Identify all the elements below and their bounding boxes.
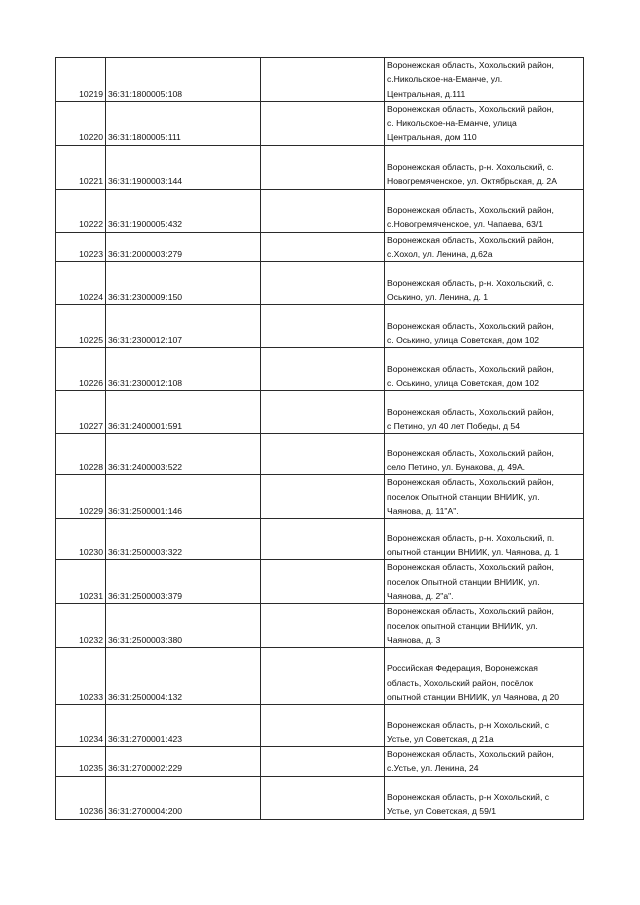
table-row (56, 189, 584, 232)
row-number-cell: 10227 (56, 391, 106, 434)
cadastral-number-cell: 36:31:2500004:132 (106, 648, 261, 705)
address-cell (385, 604, 584, 648)
cadastral-number-cell: 36:31:1900005:432 (106, 189, 261, 232)
cadastral-number-cell: 36:31:2300012:108 (106, 348, 261, 391)
table-row (56, 262, 584, 305)
cadastral-number-cell: 36:31:2000003:279 (106, 232, 261, 262)
cadastral-number-cell: 36:31:2700004:200 (106, 776, 261, 819)
address-line: Воронежская область, Хохольский район, (387, 234, 554, 245)
table-row (56, 705, 584, 747)
row-number-cell: 10222 (56, 189, 106, 232)
address-line: опытной станции ВНИИК, ул Чаянова, д 20 (387, 691, 560, 702)
table-row (56, 391, 584, 434)
empty-cell (261, 776, 385, 819)
cadastral-number-cell: 36:31:2700001:423 (106, 705, 261, 747)
empty-cell (261, 145, 385, 189)
empty-cell (261, 391, 385, 434)
address-line: Центральная, дом 110 (387, 132, 477, 143)
table-row (56, 101, 584, 145)
table-row (56, 475, 584, 519)
address-line: область, Хохольский район, посёлок (387, 677, 534, 688)
address-cell (385, 58, 584, 102)
table-row (56, 747, 584, 777)
row-number-cell: 10220 (56, 101, 106, 145)
row-number-cell: 10224 (56, 262, 106, 305)
address-cell (385, 776, 584, 819)
address-cell (385, 391, 584, 434)
address-line: с.Хохол, ул. Ленина, д.62а (387, 249, 493, 260)
address-line: Чаянова, д. 11"А". (387, 506, 459, 517)
address-cell (385, 348, 584, 391)
empty-cell (261, 519, 385, 560)
table-row (56, 776, 584, 819)
row-number-cell: 10223 (56, 232, 106, 262)
empty-cell (261, 648, 385, 705)
empty-cell (261, 232, 385, 262)
row-number-cell: 10235 (56, 747, 106, 777)
empty-cell (261, 189, 385, 232)
address-line: Центральная, д.111 (387, 88, 466, 99)
address-line: Чаянова, д. 3 (387, 634, 441, 645)
address-cell (385, 145, 584, 189)
address-cell (385, 560, 584, 604)
cadastral-number-cell: 36:31:2500001:146 (106, 475, 261, 519)
address-line: Воронежская область, р-н Хохольский, с (387, 719, 550, 730)
address-line: с. Оськино, улица Советская, дом 102 (387, 335, 540, 346)
empty-cell (261, 475, 385, 519)
address-line: Воронежская область, Хохольский район, (387, 447, 554, 458)
address-cell (385, 475, 584, 519)
empty-cell (261, 705, 385, 747)
row-number-cell: 10232 (56, 604, 106, 648)
address-line: Воронежская область, р-н. Хохольский, с. (387, 277, 554, 288)
address-cell (385, 434, 584, 475)
empty-cell (261, 101, 385, 145)
address-line: с.Устье, ул. Ленина, 24 (387, 763, 479, 774)
address-line: с. Оськино, улица Советская, дом 102 (387, 378, 540, 389)
address-line: поселок Опытной станции ВНИИК, ул. (387, 491, 540, 502)
address-cell (385, 705, 584, 747)
empty-cell (261, 348, 385, 391)
address-line: опытной станции ВНИИК, ул. Чаянова, д. 1 (387, 547, 560, 558)
empty-cell (261, 604, 385, 648)
cadastral-number-cell: 36:31:2500003:380 (106, 604, 261, 648)
address-line: Чаянова, д. 2"а". (387, 590, 454, 601)
address-line: Воронежская область, Хохольский район, (387, 363, 554, 374)
row-number-cell: 10234 (56, 705, 106, 747)
cadastral-number-cell: 36:31:1800005:111 (106, 101, 261, 145)
row-number-cell: 10219 (56, 58, 106, 102)
row-number-cell: 10221 (56, 145, 106, 189)
table-row (56, 58, 584, 102)
cadastral-number-cell: 36:31:2400003:522 (106, 434, 261, 475)
cadastral-number-cell: 36:31:2500003:322 (106, 519, 261, 560)
empty-cell (261, 262, 385, 305)
row-number-cell: 10226 (56, 348, 106, 391)
table-row (56, 145, 584, 189)
address-line: Воронежская область, Хохольский район, (387, 320, 554, 331)
cadastral-number-cell: 36:31:2500003:379 (106, 560, 261, 604)
address-line: Воронежская область, Хохольский район, (387, 205, 554, 216)
row-number-cell: 10236 (56, 776, 106, 819)
address-line: с.Никольское-на-Еманче, ул. (387, 74, 503, 85)
cadastral-number-cell: 36:31:2300012:107 (106, 305, 261, 348)
address-line: Устье, ул Советская, д 21а (387, 733, 494, 744)
address-line: с.Новогремяченское, ул. Чапаева, 63/1 (387, 219, 544, 230)
cadastral-number-cell: 36:31:2300009:150 (106, 262, 261, 305)
cadastral-number-cell: 36:31:2400001:591 (106, 391, 261, 434)
row-number-cell: 10231 (56, 560, 106, 604)
table-row (56, 305, 584, 348)
address-cell (385, 101, 584, 145)
address-line: Воронежская область, Хохольский район, (387, 562, 554, 573)
address-line: Воронежская область, Хохольский район, (387, 749, 554, 760)
table-row (56, 560, 584, 604)
address-line: поселок опытной станции ВНИИК, ул. (387, 620, 538, 631)
address-line: Оськино, ул. Ленина, д. 1 (387, 292, 489, 303)
address-line: Новогремяченское, ул. Октябрьская, д. 2А (387, 176, 557, 187)
address-cell (385, 189, 584, 232)
address-line: Устье, ул Советская, д 59/1 (387, 806, 497, 817)
address-cell (385, 747, 584, 777)
address-line: с Петино, ул 40 лет Победы, д 54 (387, 421, 520, 432)
table-row (56, 519, 584, 560)
empty-cell (261, 434, 385, 475)
address-line: с. Никольское-на-Еманче, улица (387, 118, 517, 129)
row-number-cell: 10229 (56, 475, 106, 519)
table-row (56, 232, 584, 262)
address-line: поселок Опытной станции ВНИИК, ул. (387, 576, 540, 587)
table-row (56, 434, 584, 475)
table-body (56, 58, 584, 820)
row-number-cell: 10228 (56, 434, 106, 475)
address-line: Воронежская область, Хохольский район, (387, 606, 554, 617)
address-line: Воронежская область, Хохольский район, (387, 406, 554, 417)
address-cell (385, 305, 584, 348)
address-line: Воронежская область, Хохольский район, (387, 477, 554, 488)
address-cell (385, 232, 584, 262)
address-line: Воронежская область, Хохольский район, (387, 103, 554, 114)
row-number-cell: 10230 (56, 519, 106, 560)
empty-cell (261, 560, 385, 604)
table-row (56, 348, 584, 391)
address-cell (385, 648, 584, 705)
empty-cell (261, 58, 385, 102)
address-line: Воронежская область, р-н. Хохольский, п. (387, 532, 555, 543)
cadastral-number-cell: 36:31:1800005:108 (106, 58, 261, 102)
address-line: село Петино, ул. Бунакова, д. 49А. (387, 462, 526, 473)
address-cell (385, 519, 584, 560)
address-line: Российская Федерация, Воронежская (387, 663, 538, 674)
row-number-cell: 10233 (56, 648, 106, 705)
cadastral-number-cell: 36:31:2700002:229 (106, 747, 261, 777)
table-row (56, 648, 584, 705)
table-row (56, 604, 584, 648)
cadastral-table (55, 57, 584, 820)
cadastral-number-cell: 36:31:1900003:144 (106, 145, 261, 189)
address-line: Воронежская область, р-н. Хохольский, с. (387, 162, 554, 173)
empty-cell (261, 747, 385, 777)
empty-cell (261, 305, 385, 348)
address-line: Воронежская область, р-н Хохольский, с (387, 792, 550, 803)
row-number-cell: 10225 (56, 305, 106, 348)
address-cell (385, 262, 584, 305)
address-line: Воронежская область, Хохольский район, (387, 60, 554, 70)
